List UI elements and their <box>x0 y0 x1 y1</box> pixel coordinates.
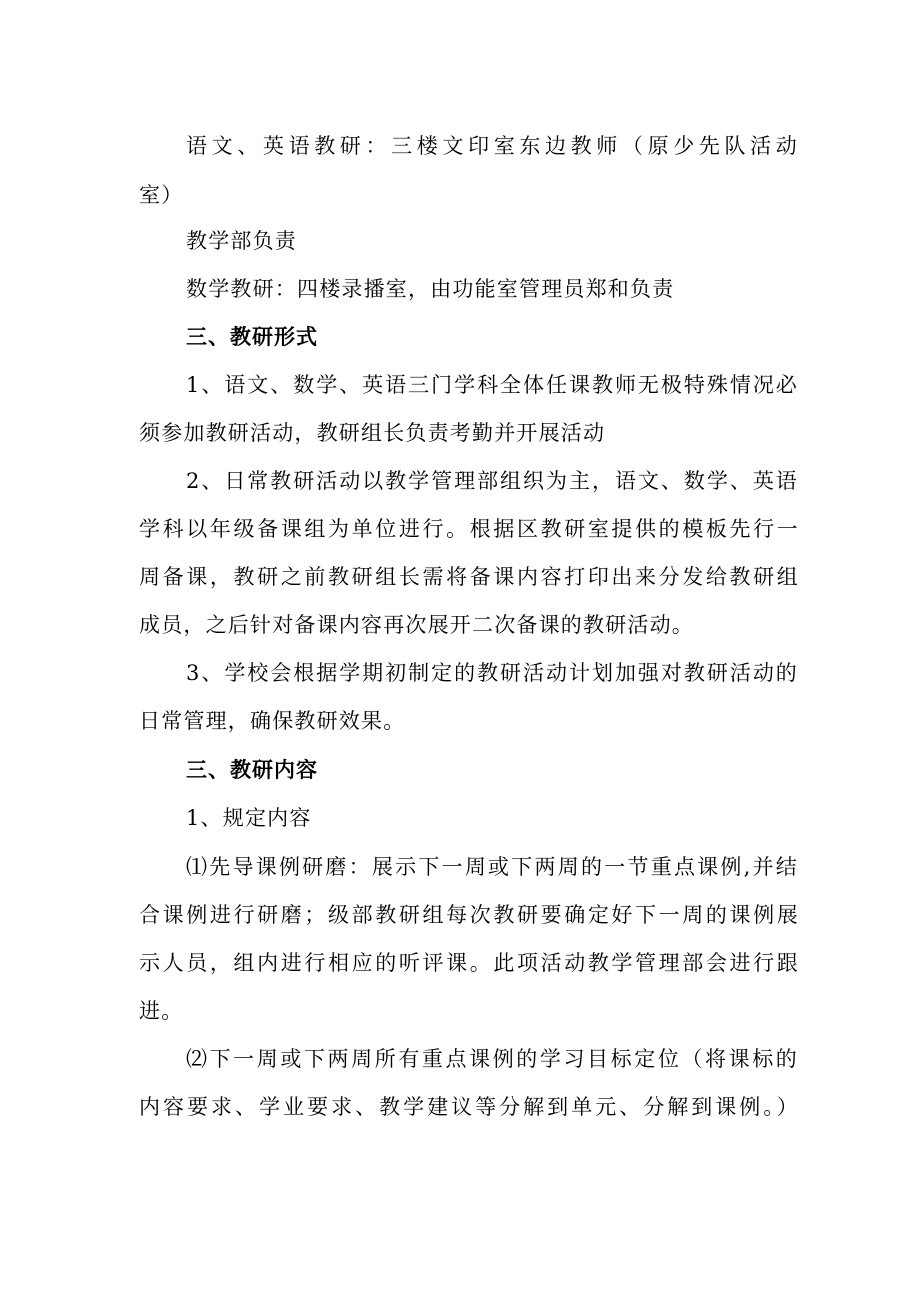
paragraph-line: 合课例进行研磨；级部教研组每次教研要确定好下一周的课例展 <box>139 903 799 927</box>
paragraph-line: 学科以年级备课组为单位进行。根据区教研室提供的模板先行一 <box>139 517 799 541</box>
paragraph-line: 成员，之后针对备课内容再次展开二次备课的教研活动。 <box>139 613 694 637</box>
paragraph-line: 2、日常教研活动以教学管理部组织为主，语文、数学、英语 <box>186 469 798 493</box>
paragraph-line: 1、语文、数学、英语三门学科全体任课教师无极特殊情况必 <box>186 373 798 397</box>
paragraph-line: 日常管理，确保教研效果。 <box>139 709 406 733</box>
paragraph-line: 室） <box>139 183 184 207</box>
subsection-heading: 1、规定内容 <box>186 806 312 830</box>
paragraph-line: 须参加教研活动，教研组长负责考勤并开展活动 <box>139 421 606 445</box>
paragraph-line: 数学教研：四楼录播室，由功能室管理员郑和负责 <box>186 277 675 301</box>
paragraph-line: 周备课，教研之前教研组长需将备课内容打印出来分发给教研组 <box>139 565 799 589</box>
paragraph-line: 示人员，组内进行相应的听评课。此项活动教学管理部会进行跟 <box>139 951 799 975</box>
section-heading: 三、教研内容 <box>186 758 318 782</box>
paragraph-line: 教学部负责 <box>186 229 297 253</box>
paragraph-line: 3、学校会根据学期初制定的教研活动计划加强对教研活动的 <box>186 661 798 685</box>
section-heading: 三、教研形式 <box>186 325 318 349</box>
paragraph-line: 进。 <box>139 999 184 1023</box>
paragraph-line: 内容要求、学业要求、教学建议等分解到单元、分解到课例。） <box>139 1095 799 1119</box>
paragraph-line: ⑴先导课例研磨：展示下一周或下两周的一节重点课例,并结 <box>186 855 798 879</box>
paragraph-line: 语文、英语教研：三楼文印室东边教师（原少先队活动 <box>186 134 798 158</box>
paragraph-line: ⑵下一周或下两周所有重点课例的学习目标定位（将课标的 <box>186 1047 798 1071</box>
